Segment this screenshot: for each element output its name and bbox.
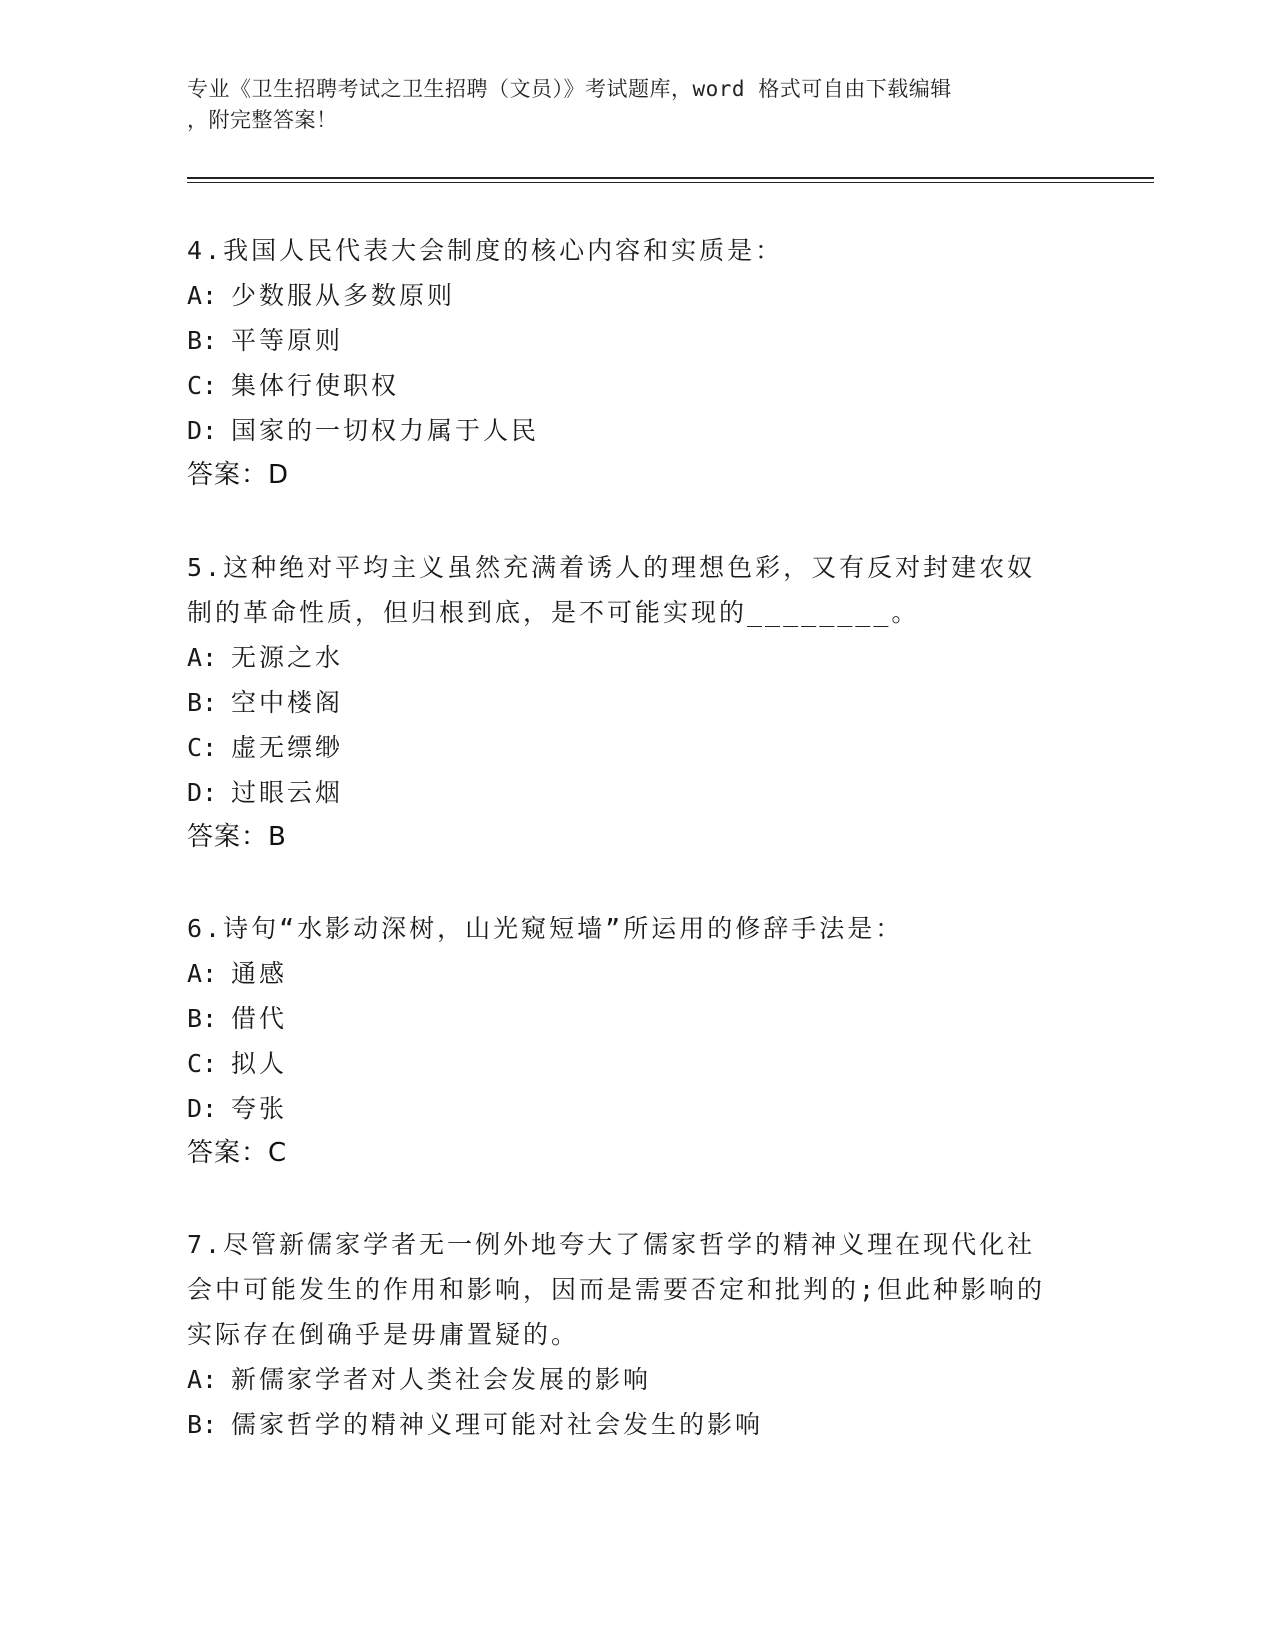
option-text: 无源之水 (231, 643, 344, 672)
option-a (187, 273, 1087, 318)
option-text: 过眼云烟 (231, 778, 344, 807)
option-b (187, 1402, 1087, 1447)
option-letter: D: (187, 778, 218, 807)
option-letter: D: (187, 416, 218, 445)
question-block-6 (187, 906, 1087, 1176)
header-line-2: ，附完整答案！ (187, 108, 338, 132)
option-c (187, 725, 1087, 770)
question-stem-line-1: 7.尽管新儒家学者无一例外地夸大了儒家哲学的精神义理在现代化社 (187, 1230, 1036, 1259)
question-stem-line-2: 会中可能发生的作用和影响，因而是需要否定和批判的;但此种影响的 (187, 1275, 1046, 1304)
option-d (187, 408, 1087, 453)
question-block-4 (187, 228, 1087, 498)
option-letter: B: (187, 1004, 218, 1033)
option-letter: A: (187, 959, 218, 988)
option-letter: C: (187, 1049, 218, 1078)
document-header (187, 74, 1067, 136)
question-stem: 6.诗句“水影动深树，山光窥短墙”所运用的修辞手法是： (187, 914, 904, 943)
option-text: 国家的一切权力属于人民 (231, 416, 540, 445)
option-text: 平等原则 (231, 326, 344, 355)
option-d (187, 770, 1087, 815)
option-text: 集体行使职权 (231, 371, 400, 400)
option-b (187, 680, 1087, 725)
option-letter: C: (187, 733, 218, 762)
option-letter: A: (187, 1365, 218, 1394)
option-c (187, 363, 1087, 408)
option-letter: A: (187, 281, 218, 310)
question-stem-line-3: 实际存在倒确乎是毋庸置疑的。 (187, 1320, 580, 1349)
option-letter: B: (187, 326, 218, 355)
option-letter: A: (187, 643, 218, 672)
question-stem-line-2: 制的革命性质，但归根到底，是不可能实现的________。 (187, 598, 920, 627)
option-letter: C: (187, 371, 218, 400)
option-letter: B: (187, 688, 218, 717)
option-a (187, 635, 1087, 680)
option-b (187, 318, 1087, 363)
option-letter: D: (187, 1094, 218, 1123)
option-a (187, 951, 1087, 996)
question-stem: 4.我国人民代表大会制度的核心内容和实质是： (187, 236, 784, 265)
header-line-1: 专业《卫生招聘考试之卫生招聘（文员）》考试题库，word 格式可自由下载编辑 (187, 77, 952, 101)
header-divider-thick (187, 177, 1154, 179)
option-c (187, 1041, 1087, 1086)
option-text: 夸张 (231, 1094, 288, 1123)
option-letter: B: (187, 1410, 218, 1439)
option-text: 虚无缥缈 (231, 733, 344, 762)
header-divider-thin (187, 182, 1154, 183)
option-a (187, 1357, 1087, 1402)
option-d (187, 1086, 1087, 1131)
option-text: 借代 (231, 1004, 288, 1033)
option-text: 新儒家学者对人类社会发展的影响 (231, 1365, 652, 1394)
option-b (187, 996, 1087, 1041)
answer-line: 答案：B (187, 822, 287, 852)
question-block-5 (187, 545, 1087, 860)
option-text: 少数服从多数原则 (231, 281, 456, 310)
answer-line: 答案：D (187, 460, 290, 490)
answer-line: 答案：C (187, 1138, 288, 1168)
option-text: 拟人 (231, 1049, 288, 1078)
question-stem-line-1: 5.这种绝对平均主义虽然充满着诱人的理想色彩，又有反对封建农奴 (187, 553, 1036, 582)
option-text: 空中楼阁 (231, 688, 344, 717)
question-block-7 (187, 1222, 1087, 1447)
option-text: 儒家哲学的精神义理可能对社会发生的影响 (231, 1410, 764, 1439)
option-text: 通感 (231, 959, 288, 988)
